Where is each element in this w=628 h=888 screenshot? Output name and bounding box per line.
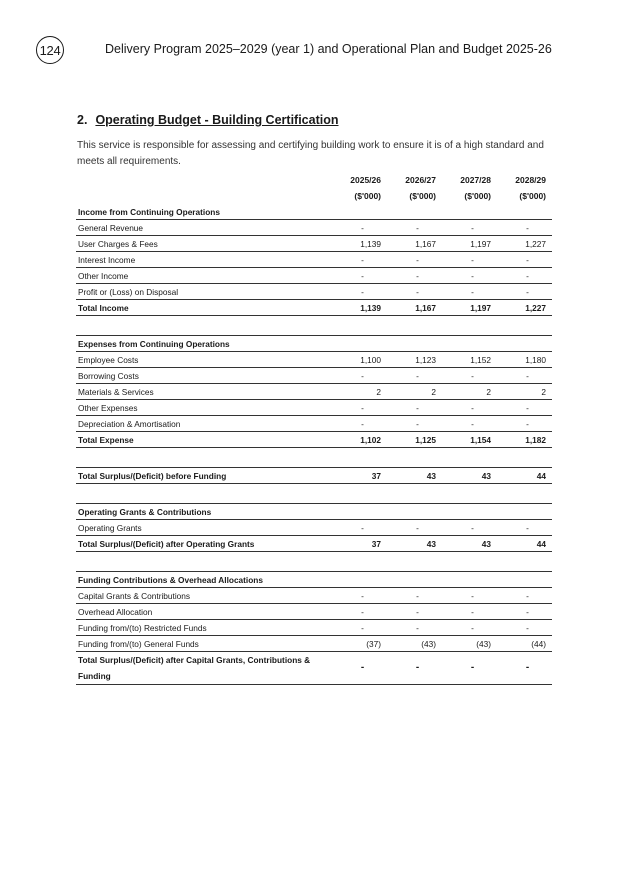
cell-value: -	[387, 416, 442, 432]
cell-value: -	[442, 268, 497, 284]
cell-value: -	[387, 588, 442, 604]
total-row	[76, 536, 552, 552]
cell-value: -	[332, 220, 387, 236]
cell-value: 1,167	[387, 236, 442, 252]
spacer-row	[76, 552, 552, 572]
row-label: Total Surplus/(Deficit) after Operating Grants	[76, 536, 332, 552]
table-row	[76, 588, 552, 604]
unit-header-row	[76, 188, 552, 204]
cell-value: -	[387, 652, 442, 685]
column-unit: ($'000)	[409, 191, 436, 201]
total-row	[76, 468, 552, 484]
row-label: Operating Grants & Contributions	[76, 504, 552, 520]
page-number: 124	[36, 36, 64, 64]
cell-value: -	[497, 400, 552, 416]
spacer-row	[76, 316, 552, 336]
cell-value: 1,152	[442, 352, 497, 368]
cell-value: -	[442, 620, 497, 636]
row-label: Capital Grants & Contributions	[76, 588, 332, 604]
table-body	[76, 204, 552, 685]
row-label: Depreciation & Amortisation	[76, 416, 332, 432]
row-label	[76, 316, 552, 336]
cell-value: -	[442, 400, 497, 416]
cell-value: 1,100	[332, 352, 387, 368]
cell-value: (43)	[387, 636, 442, 652]
spacer-row	[76, 484, 552, 504]
table-row	[76, 400, 552, 416]
cell-value: 1,227	[497, 300, 552, 316]
table-row	[76, 252, 552, 268]
section-title: Operating Budget - Building Certification	[95, 113, 339, 127]
cell-value: 1,197	[442, 300, 497, 316]
table-row	[76, 352, 552, 368]
cell-value: -	[332, 284, 387, 300]
cell-value: (44)	[497, 636, 552, 652]
cell-value: -	[332, 620, 387, 636]
cell-value: -	[442, 416, 497, 432]
section-header-row	[76, 204, 552, 220]
cell-value: 43	[387, 468, 442, 484]
total-row	[76, 300, 552, 316]
column-unit: ($'000)	[354, 191, 381, 201]
cell-value: -	[332, 252, 387, 268]
cell-value: 43	[387, 536, 442, 552]
cell-value: -	[497, 368, 552, 384]
cell-value: -	[332, 368, 387, 384]
section-heading	[77, 113, 339, 127]
cell-value: 2	[497, 384, 552, 400]
cell-value: 44	[497, 468, 552, 484]
cell-value: -	[497, 220, 552, 236]
cell-value: 1,180	[497, 352, 552, 368]
row-label	[76, 448, 552, 468]
row-label: Overhead Allocation	[76, 604, 332, 620]
row-label: Total Surplus/(Deficit) after Capital Grants, Contributions & Funding	[76, 652, 332, 685]
cell-value: 1,154	[442, 432, 497, 448]
section-header-row	[76, 572, 552, 588]
cell-value: -	[332, 604, 387, 620]
row-label: Materials & Services	[76, 384, 332, 400]
cell-value: -	[387, 220, 442, 236]
row-label	[76, 552, 552, 572]
cell-value: 1,139	[332, 300, 387, 316]
table-row	[76, 620, 552, 636]
cell-value: -	[497, 620, 552, 636]
cell-value: 2	[332, 384, 387, 400]
cell-value: 1,167	[387, 300, 442, 316]
table-row	[76, 236, 552, 252]
column-year: 2027/28	[460, 175, 491, 185]
section-intro: This service is responsible for assessing and certifying building work to ensure it is of a high standard and meets all requirements.	[77, 140, 544, 167]
cell-value: -	[442, 252, 497, 268]
document-title: Delivery Program 2025–2029 (year 1) and Operational Plan and Budget 2025-26	[105, 42, 552, 56]
total-row	[76, 432, 552, 448]
final-total-row	[76, 652, 552, 685]
cell-value: -	[387, 268, 442, 284]
cell-value: -	[387, 620, 442, 636]
cell-value: -	[442, 220, 497, 236]
cell-value: (37)	[332, 636, 387, 652]
table-row	[76, 284, 552, 300]
row-label	[76, 484, 552, 504]
cell-value: 1,125	[387, 432, 442, 448]
cell-value: 44	[497, 536, 552, 552]
cell-value: -	[332, 652, 387, 685]
table-row	[76, 384, 552, 400]
cell-value: 1,227	[497, 236, 552, 252]
cell-value: 37	[332, 536, 387, 552]
row-label: Funding from/(to) Restricted Funds	[76, 620, 332, 636]
cell-value: -	[497, 268, 552, 284]
table-row	[76, 416, 552, 432]
cell-value: -	[387, 604, 442, 620]
cell-value: 1,102	[332, 432, 387, 448]
table-row	[76, 520, 552, 536]
cell-value: (43)	[442, 636, 497, 652]
cell-value: -	[442, 520, 497, 536]
cell-value: -	[332, 520, 387, 536]
row-label: Other Expenses	[76, 400, 332, 416]
row-label: Total Expense	[76, 432, 332, 448]
row-label: User Charges & Fees	[76, 236, 332, 252]
cell-value: 1,182	[497, 432, 552, 448]
cell-value: -	[387, 284, 442, 300]
budget-table	[76, 172, 552, 685]
cell-value: -	[332, 588, 387, 604]
cell-value: -	[497, 520, 552, 536]
cell-value: -	[497, 588, 552, 604]
column-year: 2025/26	[350, 175, 381, 185]
year-header-row	[76, 172, 552, 188]
cell-value: -	[442, 588, 497, 604]
row-label: Funding Contributions & Overhead Allocations	[76, 572, 552, 588]
column-year: 2028/29	[515, 175, 546, 185]
table-row	[76, 268, 552, 284]
cell-value: 1,197	[442, 236, 497, 252]
row-label: General Revenue	[76, 220, 332, 236]
cell-value: 37	[332, 468, 387, 484]
row-label: Other Income	[76, 268, 332, 284]
cell-value: -	[442, 604, 497, 620]
section-header-row	[76, 504, 552, 520]
cell-value: -	[387, 520, 442, 536]
cell-value: 2	[387, 384, 442, 400]
cell-value: -	[332, 416, 387, 432]
cell-value: -	[497, 652, 552, 685]
row-label: Total Surplus/(Deficit) before Funding	[76, 468, 332, 484]
cell-value: 43	[442, 468, 497, 484]
row-label: Funding from/(to) General Funds	[76, 636, 332, 652]
cell-value: -	[442, 368, 497, 384]
row-label: Interest Income	[76, 252, 332, 268]
table-row	[76, 636, 552, 652]
cell-value: -	[497, 284, 552, 300]
section-header-row	[76, 336, 552, 352]
table-header	[76, 172, 552, 204]
column-year: 2026/27	[405, 175, 436, 185]
section-number: 2.	[77, 113, 88, 127]
row-label: Profit or (Loss) on Disposal	[76, 284, 332, 300]
cell-value: -	[442, 284, 497, 300]
table-row	[76, 220, 552, 236]
cell-value: 1,123	[387, 352, 442, 368]
cell-value: -	[387, 368, 442, 384]
cell-value: -	[442, 652, 497, 685]
row-label: Operating Grants	[76, 520, 332, 536]
column-unit: ($'000)	[519, 191, 546, 201]
cell-value: -	[497, 252, 552, 268]
row-label: Borrowing Costs	[76, 368, 332, 384]
table-row	[76, 604, 552, 620]
cell-value: 43	[442, 536, 497, 552]
cell-value: 2	[442, 384, 497, 400]
table-row	[76, 368, 552, 384]
row-label: Expenses from Continuing Operations	[76, 336, 552, 352]
cell-value: -	[497, 604, 552, 620]
cell-value: 1,139	[332, 236, 387, 252]
cell-value: -	[387, 400, 442, 416]
column-unit: ($'000)	[464, 191, 491, 201]
spacer-row	[76, 448, 552, 468]
cell-value: -	[387, 252, 442, 268]
row-label: Total Income	[76, 300, 332, 316]
cell-value: -	[497, 416, 552, 432]
cell-value: -	[332, 400, 387, 416]
row-label: Income from Continuing Operations	[76, 204, 552, 220]
row-label: Employee Costs	[76, 352, 332, 368]
cell-value: -	[332, 268, 387, 284]
